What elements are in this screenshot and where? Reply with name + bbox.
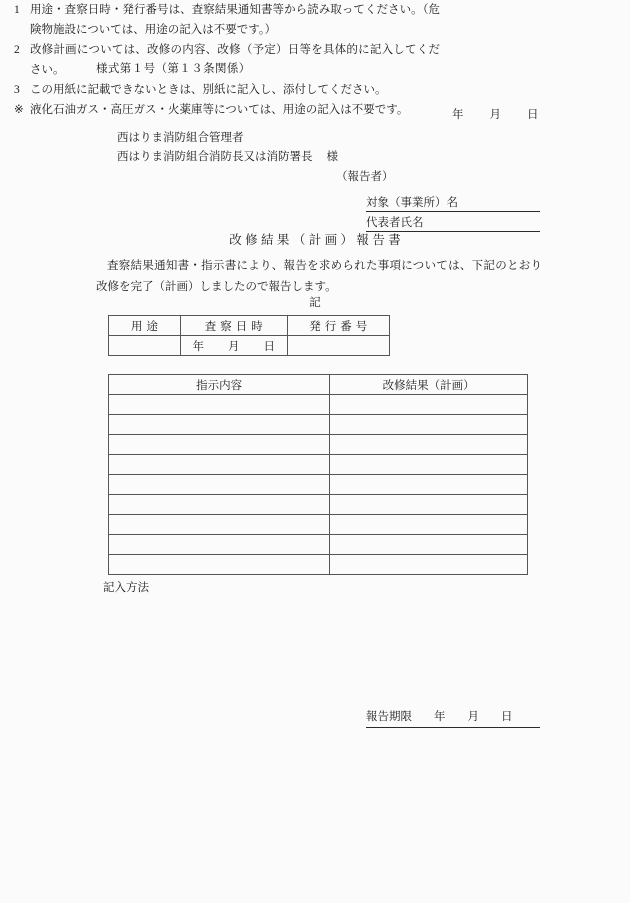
deadline-day-label: 日 xyxy=(501,711,513,723)
addressee-line-1: 西はりま消防組合管理者 xyxy=(117,132,244,144)
note-item xyxy=(0,0,440,40)
date-line xyxy=(452,108,539,124)
cell-repair-result[interactable] xyxy=(330,515,528,535)
notes-list xyxy=(0,0,440,120)
form-number: 様式第１号（第１３条関係） xyxy=(96,63,251,75)
instructions-table-body xyxy=(109,395,528,575)
ki-marker: 記 xyxy=(309,297,321,309)
note-text: 改修計画については、改修の内容、改修（予定）日等を具体的に記入してください。 xyxy=(30,44,440,76)
table-row xyxy=(109,435,528,455)
report-deadline-field[interactable] xyxy=(366,710,540,728)
table-row xyxy=(109,495,528,515)
table-row xyxy=(109,535,528,555)
cell-repair-result[interactable] xyxy=(330,475,528,495)
table-header-row xyxy=(109,316,390,336)
cell-instruction-content[interactable] xyxy=(109,435,330,455)
date-day-label: 日 xyxy=(527,109,539,121)
note-marker: 3 xyxy=(14,84,20,96)
note-text: 液化石油ガス・高圧ガス・火薬庫等については、用途の記入は不要です。 xyxy=(30,104,409,116)
cell-date-day: 日 xyxy=(263,340,276,353)
cell-repair-result[interactable] xyxy=(330,535,528,555)
table-row xyxy=(109,415,528,435)
date-year-label: 年 xyxy=(452,109,464,121)
page-title: 改修結果（計画）報告書 xyxy=(229,233,405,247)
note-item xyxy=(0,100,440,120)
addressee-line-2 xyxy=(117,150,338,166)
note-text: 用途・査察日時・発行番号は、査察結果通知書等から読み取ってください。（危険物施設については、用途の記入は不要です。） xyxy=(30,4,440,36)
table-row xyxy=(109,395,528,415)
column-header-usage: 用途 xyxy=(109,316,181,336)
cell-date-year: 年 xyxy=(192,340,205,353)
column-header-inspection-datetime: 査察日時 xyxy=(181,316,287,336)
cell-instruction-content[interactable] xyxy=(109,395,330,415)
cell-issue-number[interactable] xyxy=(287,336,390,356)
target-business-name-field[interactable]: 対象（事業所）名 xyxy=(366,194,540,212)
note-marker: 2 xyxy=(14,44,20,56)
date-month-label: 月 xyxy=(489,109,501,121)
table-row xyxy=(109,336,390,356)
note-text: この用紙に記載できないときは、別紙に記入し、添付してください。 xyxy=(30,84,387,96)
column-header-instruction-content: 指示内容 xyxy=(109,375,330,395)
cell-instruction-content[interactable] xyxy=(109,535,330,555)
table-row xyxy=(109,515,528,535)
deadline-month-label: 月 xyxy=(467,711,479,723)
table-row xyxy=(109,455,528,475)
cell-instruction-content[interactable] xyxy=(109,415,330,435)
cell-repair-result[interactable] xyxy=(330,495,528,515)
column-header-repair-result: 改修結果（計画） xyxy=(330,375,528,395)
cell-instruction-content[interactable] xyxy=(109,515,330,535)
cell-instruction-content[interactable] xyxy=(109,455,330,475)
report-deadline-label: 報告期限 xyxy=(366,711,412,723)
cell-date-month: 月 xyxy=(228,340,240,353)
note-marker: ※ xyxy=(14,104,24,116)
reporter-label: （報告者） xyxy=(336,171,394,183)
cell-repair-result[interactable] xyxy=(330,555,528,575)
cell-repair-result[interactable] xyxy=(330,435,528,455)
cell-instruction-content[interactable] xyxy=(109,475,330,495)
table-row xyxy=(109,555,528,575)
cell-instruction-content[interactable] xyxy=(109,555,330,575)
addressee-honorific: 様 xyxy=(326,151,338,163)
representative-name-field[interactable]: 代表者氏名 xyxy=(366,214,540,232)
table-header-row xyxy=(109,375,528,395)
cell-repair-result[interactable] xyxy=(330,415,528,435)
note-item xyxy=(0,80,440,100)
inspection-info-table xyxy=(108,315,390,356)
cell-repair-result[interactable] xyxy=(330,455,528,475)
addressee-line-2-text: 西はりま消防組合消防長又は消防署長 xyxy=(117,151,313,163)
body-paragraph: 査察結果通知書・指示書により、報告を求められた事項については、下記のとおり改修を完了（計画）しましたので報告します。 xyxy=(96,260,542,293)
deadline-year-label: 年 xyxy=(434,711,446,723)
note-marker: 1 xyxy=(14,4,20,16)
cell-repair-result[interactable] xyxy=(330,395,528,415)
column-header-issue-number: 発行番号 xyxy=(287,316,390,336)
cell-instruction-content[interactable] xyxy=(109,495,330,515)
table-row xyxy=(109,475,528,495)
cell-usage[interactable] xyxy=(109,336,181,356)
cell-inspection-datetime[interactable] xyxy=(181,336,287,356)
notes-heading: 記入方法 xyxy=(103,582,149,594)
instructions-results-table xyxy=(108,374,528,575)
